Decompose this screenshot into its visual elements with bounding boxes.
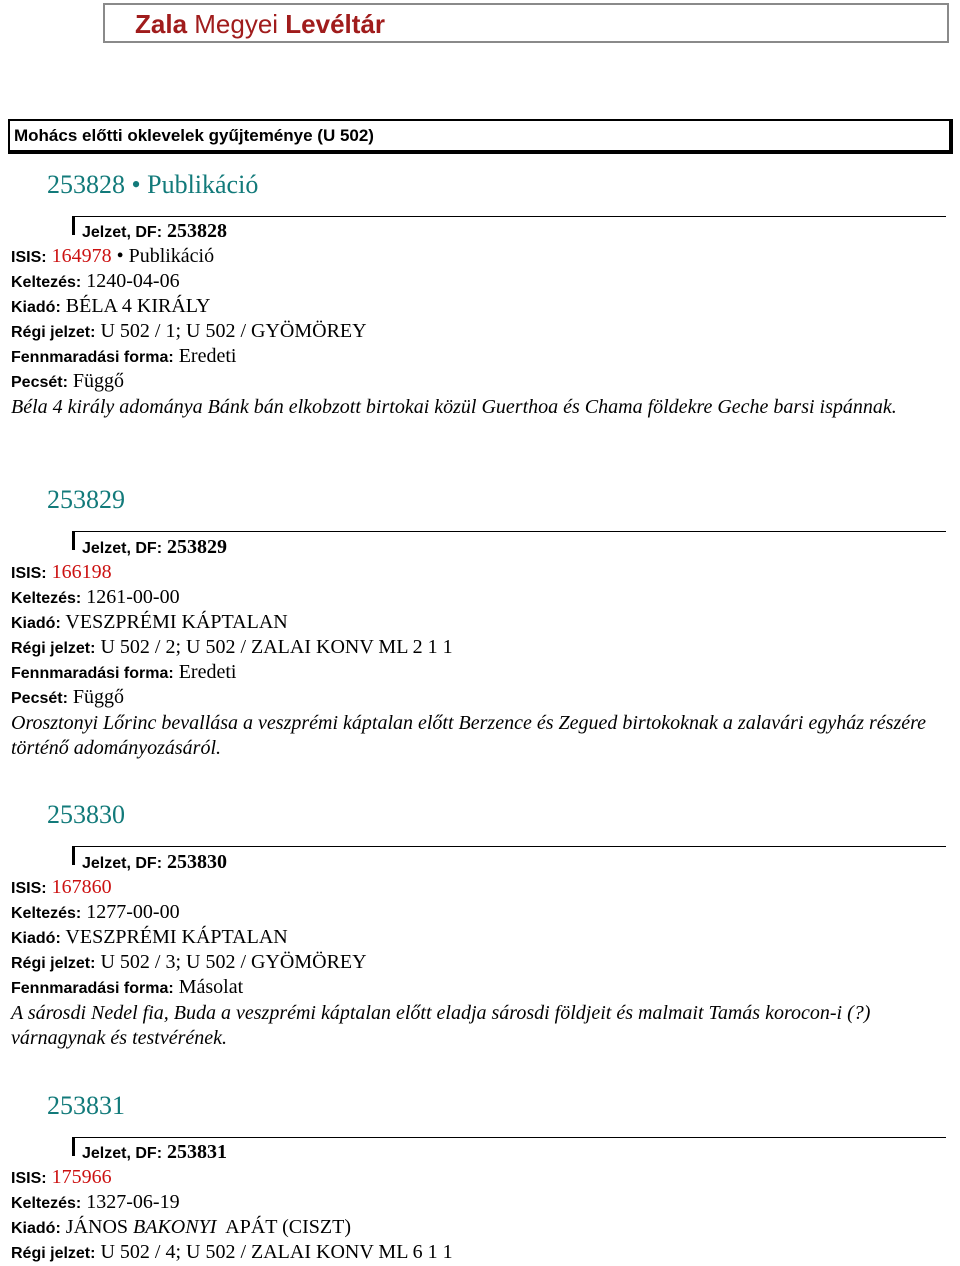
jelzet-value: 253828: [167, 220, 228, 242]
isis-row: ISIS: 167860: [11, 876, 112, 898]
pecset-row: Pecsét: Függő: [11, 686, 125, 708]
header-megyei: Megyei: [187, 9, 286, 39]
regi-jelzet-row: Régi jelzet: U 502 / 4; U 502 / ZALAI KONV ML 6 1 1: [11, 1241, 453, 1263]
kiado-row: Kiadó: BÉLA 4 KIRÁLY: [11, 295, 211, 317]
forma-row: Fennmaradási forma: Másolat: [11, 976, 244, 998]
forma-row: Fennmaradási forma: Eredeti: [11, 661, 237, 683]
collection-title: Mohács előtti oklevelek gyűjteménye (U 502): [8, 119, 953, 154]
jelzet-value: 253830: [167, 851, 228, 873]
jelzet-line: Jelzet, DF: 253828: [82, 220, 228, 242]
isis-row: ISIS: 175966: [11, 1166, 112, 1188]
regi-jelzet-row: Régi jelzet: U 502 / 1; U 502 / GYÖMÖREY: [11, 320, 367, 342]
isis-value: 175966: [51, 1166, 112, 1188]
jelzet-line: Jelzet, DF: 253831: [82, 1141, 228, 1163]
keltezes-row: Keltezés: 1277-00-00: [11, 901, 180, 923]
jelzet-value: 253831: [167, 1141, 228, 1163]
kiado-row: Kiadó: JÁNOS BAKONYI APÁT (CISZT): [11, 1216, 352, 1238]
record-title: 253828 • Publikáció: [47, 170, 259, 199]
jelzet-line: Jelzet, DF: 253829: [82, 536, 228, 558]
jelzet-value: 253829: [167, 536, 228, 558]
kiado-row: Kiadó: VESZPRÉMI KÁPTALAN: [11, 926, 288, 948]
forma-row: Fennmaradási forma: Eredeti: [11, 345, 237, 367]
header-leveltar: Levéltár: [285, 9, 386, 39]
jelzet-line: Jelzet, DF: 253830: [82, 851, 228, 873]
regi-jelzet-row: Régi jelzet: U 502 / 2; U 502 / ZALAI KONV ML 2 1 1: [11, 636, 453, 658]
keltezes-row: Keltezés: 1261-00-00: [11, 586, 180, 608]
header-zala: Zala: [135, 9, 188, 39]
record-title: 253830: [47, 800, 125, 829]
archive-header: [103, 3, 949, 43]
record-title: 253829: [47, 485, 125, 514]
isis-value: 164978: [51, 245, 112, 267]
regi-jelzet-row: Régi jelzet: U 502 / 3; U 502 / GYÖMÖREY: [11, 951, 367, 973]
record-title: 253831: [47, 1091, 125, 1120]
pecset-row: Pecsét: Függő: [11, 370, 125, 392]
keltezes-row: Keltezés: 1327-06-19: [11, 1191, 180, 1213]
kiado-row: Kiadó: VESZPRÉMI KÁPTALAN: [11, 611, 288, 633]
keltezes-row: Keltezés: 1240-04-06: [11, 270, 180, 292]
record-description: Béla 4 király adománya Bánk bán elkobzott birtokai közül Guerthoa és Chama földekre Geche barsi ispánnak.: [11, 396, 897, 418]
isis-row: ISIS: 164978 • Publikáció: [11, 245, 215, 267]
record-description: A sárosdi Nedel fia, Buda a veszprémi káptalan előtt eladja sárosdi földjeit és malmait Tamás korocon-i (?) várnagynak és testvérének.: [11, 1002, 871, 1049]
isis-value: 166198: [51, 561, 112, 583]
record-description: Orosztonyi Lőrinc bevallása a veszprémi káptalan előtt Berzence és Zegued birtokoknak a zalavári egyház részére történő adományozásáról.: [11, 712, 927, 759]
isis-row: ISIS: 166198: [11, 561, 112, 583]
isis-value: 167860: [51, 876, 112, 898]
